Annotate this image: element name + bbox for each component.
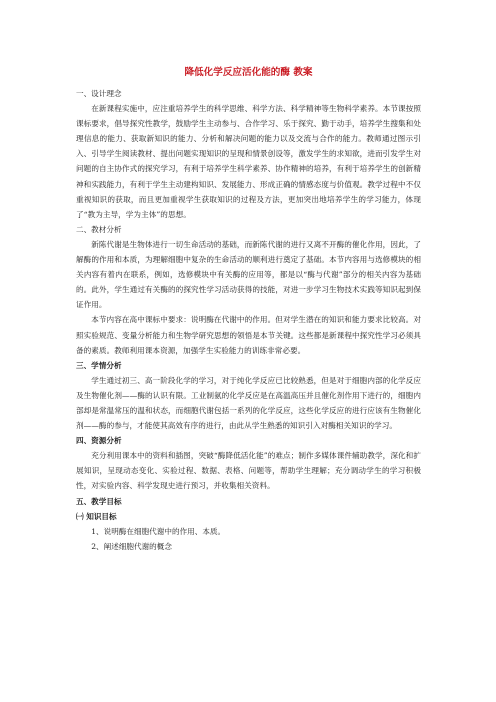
section-heading-textbook: 二、教材分析 [76, 224, 122, 234]
paragraph-textbook-1: 新陈代谢是生物体进行一切生命活动的基础，而新陈代谢的进行又离不开酶的催化作用，因此，了解酶的作用和本质，为理解细胞中复杂的生命活动的顺利进行奠定了基础。本节内容用与选修模块的相关内容有着内在联系，例如，选修模块中有关酶的应用等，都是以“酶与代谢”部分的相关内容为基础的。此外，学生通过有关酶的的探究性学习活动获得的技能，对进一步学习生物技术实践等知识起到保证作用。 [76, 239, 421, 310]
document-page [76, 66, 421, 554]
section-heading-design: 一、设计理念 [76, 89, 122, 98]
paragraph-students: 学生通过初三、高一阶段化学的学习，对于纯化学反应已比较熟悉，但是对于细胞内部的化学反应及生物催化剂——酶的认识有限。工业制氨的化学反应是在高温高压并且催化剂作用下进行的，细胞内部却是常温常压的温和状态，而细胞代谢包括一系列的化学反应，这些化学反应的进行应该有生物催化剂——酶的参与，才能使其高效有序的进行，由此从学生熟悉的知识引入对酶相关知识的学习。 [76, 375, 421, 431]
document-title: 降低化学反应活化能的酶 教案 [184, 67, 313, 78]
list-item: 1、说明酶在细胞代谢中的作用、本质。 [91, 526, 226, 536]
section-heading-resources: 四、资源分析 [76, 436, 122, 446]
subheading-knowledge-goals: ㈠ 知识目标 [76, 511, 117, 521]
list-item: 2、阐述细胞代谢的概念 [91, 541, 172, 551]
paragraph-design: 在新课程实施中，应注重培养学生的科学思维、科学方法、科学精神等生物科学素养。本节课按照课标要求，倡导探究性教学，鼓励学生主动参与、合作学习、乐于探究、勤于动手，培养学生搜集和处理信息的能力、获取新知识的能力、分析和解决问题的能力以及交流与合作的能力。教师通过图示引入、引导学生阅读教材、提出问题实现知识的呈现和情景创设等，激发学生的求知欲，进而引发学生对问题的自主协作式的探究学习，有利于培养学生科学素养、协作精神的培养，有利于培养学生的创新精神和实践能力，有利于学生主动建构知识、发展能力、形成正确的情感态度与价值观。教学过程中不仅重视知识的获取，而且更加重视学生获取知识的过程及方法，更加突出地培养学生的学习能力，体现了“教为主导，学为主体”的思想。 [76, 104, 421, 219]
paragraph-textbook-2: 本节内容在高中课标中要求：说明酶在代谢中的作用。但对学生潜在的知识和能力要求比较高。对照实验规范、变量分析能力和生物学研究思想的领悟是本节关键。这些都是新课程中探究性学习必须具备的素质。教师利用课本资源，加强学生实验能力的训练非常必要。 [76, 315, 421, 355]
section-heading-students: 三、学情分析 [76, 360, 122, 370]
section-heading-goals: 五、教学目标 [76, 496, 122, 506]
paragraph-resources: 充分利用课本中的资料和插图，突破“酶降低活化能”的难点；制作多媒体课件辅助教学，深化和扩展知识，呈现动态变化、实验过程、数据、表格、问题等，帮助学生理解；充分调动学生的学习积极性，对实验内容、科学发现史进行预习，并收集相关资料。 [76, 451, 421, 491]
